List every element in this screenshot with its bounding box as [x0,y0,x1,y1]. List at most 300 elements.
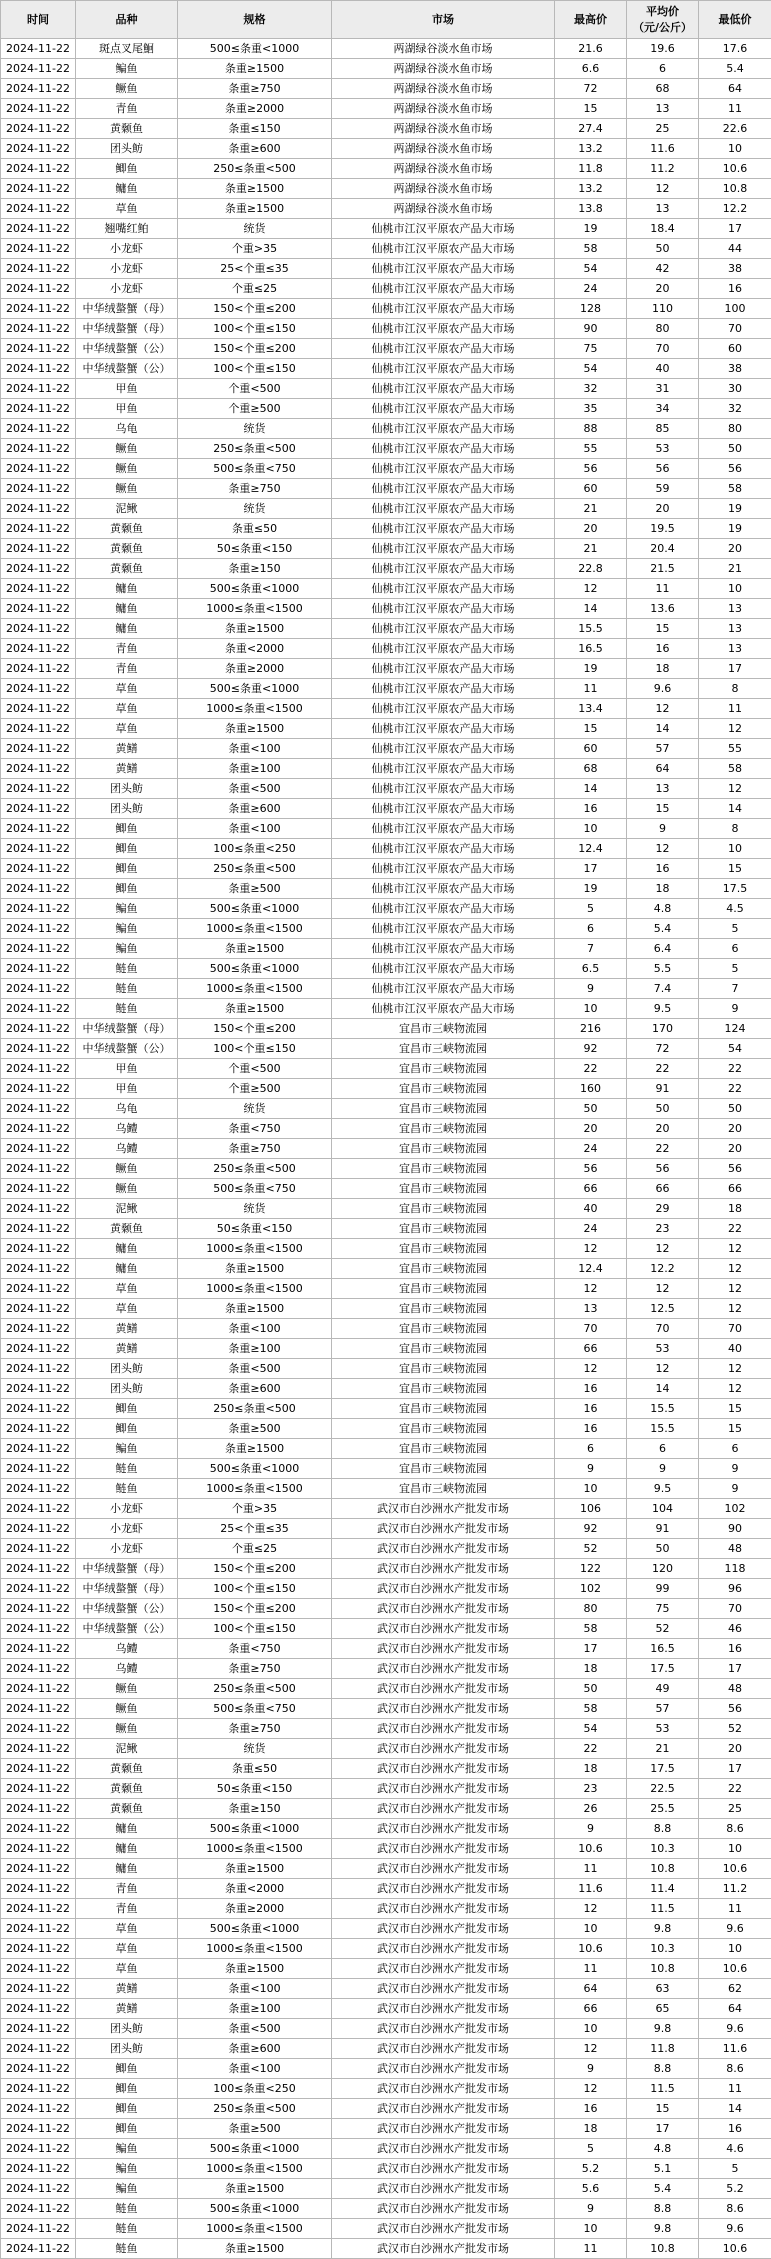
cell-variety: 草鱼 [76,199,178,219]
cell-market: 武汉市白沙洲水产批发市场 [332,1759,555,1779]
cell-variety: 鲢鱼 [76,2219,178,2239]
table-row [1,499,771,519]
cell-avg-price: 10.3 [627,1839,699,1859]
table-row [1,1999,771,2019]
cell-avg-price: 52 [627,1619,699,1639]
cell-avg-price: 50 [627,1539,699,1559]
cell-time: 2024-11-22 [1,1919,76,1939]
table-row [1,1019,771,1039]
cell-variety: 黄颡鱼 [76,1219,178,1239]
cell-min-price: 12 [699,1239,771,1259]
cell-spec: 条重≥1500 [178,1439,332,1459]
cell-spec: 条重≥150 [178,1799,332,1819]
cell-min-price: 9 [699,999,771,1019]
cell-variety: 中华绒螯蟹（公） [76,359,178,379]
table-row [1,699,771,719]
cell-max-price: 12.4 [555,839,627,859]
cell-spec: 条重≥1500 [178,2179,332,2199]
cell-min-price: 20 [699,1139,771,1159]
table-row [1,1859,771,1879]
table-row [1,759,771,779]
cell-market: 宜昌市三峡物流园 [332,1199,555,1219]
cell-max-price: 58 [555,1699,627,1719]
cell-market: 仙桃市江汉平原农产品大市场 [332,299,555,319]
cell-min-price: 22 [699,1779,771,1799]
cell-time: 2024-11-22 [1,319,76,339]
cell-spec: 个重≥500 [178,399,332,419]
cell-avg-price: 20 [627,1119,699,1139]
cell-variety: 黄颡鱼 [76,1759,178,1779]
cell-min-price: 12 [699,1379,771,1399]
table-row [1,659,771,679]
cell-time: 2024-11-22 [1,1019,76,1039]
cell-variety: 青鱼 [76,1899,178,1919]
cell-variety: 鲫鱼 [76,2119,178,2139]
cell-max-price: 12 [555,1359,627,1379]
cell-spec: 1000≤条重<1500 [178,2159,332,2179]
cell-spec: 250≤条重<500 [178,159,332,179]
cell-min-price: 12.2 [699,199,771,219]
cell-time: 2024-11-22 [1,439,76,459]
cell-market: 仙桃市江汉平原农产品大市场 [332,539,555,559]
cell-avg-price: 4.8 [627,899,699,919]
cell-avg-price: 19.5 [627,519,699,539]
cell-market: 仙桃市江汉平原农产品大市场 [332,519,555,539]
cell-time: 2024-11-22 [1,1679,76,1699]
cell-variety: 鳙鱼 [76,1259,178,1279]
cell-variety: 草鱼 [76,1279,178,1299]
cell-spec: 1000≤条重<1500 [178,1279,332,1299]
cell-time: 2024-11-22 [1,2119,76,2139]
cell-min-price: 50 [699,439,771,459]
cell-avg-price: 12 [627,839,699,859]
cell-min-price: 14 [699,2099,771,2119]
table-row [1,59,771,79]
cell-max-price: 56 [555,1159,627,1179]
cell-time: 2024-11-22 [1,1459,76,1479]
cell-spec: 1000≤条重<1500 [178,1239,332,1259]
cell-variety: 鲢鱼 [76,979,178,999]
cell-variety: 黄鳝 [76,1319,178,1339]
cell-variety: 鲢鱼 [76,1479,178,1499]
cell-variety: 乌鳢 [76,1639,178,1659]
cell-market: 武汉市白沙洲水产批发市场 [332,1499,555,1519]
table-row [1,439,771,459]
cell-max-price: 9 [555,1819,627,1839]
cell-avg-price: 11.6 [627,139,699,159]
table-row [1,119,771,139]
cell-max-price: 160 [555,1079,627,1099]
cell-spec: 条重≤50 [178,1759,332,1779]
cell-time: 2024-11-22 [1,2019,76,2039]
cell-max-price: 5 [555,2139,627,2159]
cell-max-price: 22 [555,1059,627,1079]
table-row [1,839,771,859]
cell-variety: 乌龟 [76,1099,178,1119]
cell-market: 宜昌市三峡物流园 [332,1279,555,1299]
table-row [1,1179,771,1199]
cell-variety: 鲫鱼 [76,819,178,839]
cell-variety: 鳙鱼 [76,1239,178,1259]
cell-max-price: 88 [555,419,627,439]
cell-avg-price: 49 [627,1679,699,1699]
cell-avg-price: 8.8 [627,2199,699,2219]
cell-market: 武汉市白沙洲水产批发市场 [332,1559,555,1579]
cell-spec: 条重≥1500 [178,619,332,639]
cell-time: 2024-11-22 [1,1899,76,1919]
cell-spec: 条重≥1500 [178,719,332,739]
cell-market: 仙桃市江汉平原农产品大市场 [332,359,555,379]
cell-variety: 鳜鱼 [76,1159,178,1179]
cell-spec: 250≤条重<500 [178,2099,332,2119]
cell-spec: 个重>35 [178,1499,332,1519]
cell-variety: 泥鳅 [76,1199,178,1219]
cell-max-price: 54 [555,1719,627,1739]
cell-avg-price: 110 [627,299,699,319]
cell-market: 武汉市白沙洲水产批发市场 [332,1719,555,1739]
cell-time: 2024-11-22 [1,1699,76,1719]
cell-variety: 鲫鱼 [76,159,178,179]
cell-spec: 1000≤条重<1500 [178,2219,332,2239]
cell-market: 仙桃市江汉平原农产品大市场 [332,999,555,1019]
cell-time: 2024-11-22 [1,619,76,639]
cell-market: 仙桃市江汉平原农产品大市场 [332,479,555,499]
table-row [1,1299,771,1319]
cell-time: 2024-11-22 [1,39,76,59]
cell-spec: 条重≥750 [178,1719,332,1739]
cell-max-price: 14 [555,599,627,619]
cell-market: 武汉市白沙洲水产批发市场 [332,1999,555,2019]
table-row [1,1699,771,1719]
cell-min-price: 4.6 [699,2139,771,2159]
cell-time: 2024-11-22 [1,339,76,359]
table-row [1,339,771,359]
cell-min-price: 4.5 [699,899,771,919]
cell-time: 2024-11-22 [1,119,76,139]
cell-avg-price: 16.5 [627,1639,699,1659]
table-row [1,1499,771,1519]
cell-spec: 条重≥1500 [178,1259,332,1279]
cell-avg-price: 16 [627,639,699,659]
cell-variety: 草鱼 [76,1959,178,1979]
table-row [1,2179,771,2199]
cell-min-price: 55 [699,739,771,759]
cell-max-price: 66 [555,1999,627,2019]
cell-min-price: 17 [699,659,771,679]
table-row [1,519,771,539]
cell-market: 武汉市白沙洲水产批发市场 [332,1799,555,1819]
cell-time: 2024-11-22 [1,1859,76,1879]
cell-max-price: 75 [555,339,627,359]
cell-market: 仙桃市江汉平原农产品大市场 [332,239,555,259]
table-row [1,979,771,999]
cell-time: 2024-11-22 [1,779,76,799]
table-row [1,1979,771,1999]
cell-avg-price: 22 [627,1139,699,1159]
cell-max-price: 5.6 [555,2179,627,2199]
cell-max-price: 12 [555,2079,627,2099]
cell-time: 2024-11-22 [1,1879,76,1899]
cell-min-price: 11.6 [699,2039,771,2059]
cell-avg-price: 75 [627,1599,699,1619]
cell-min-price: 25 [699,1799,771,1819]
table-row [1,1079,771,1099]
cell-min-price: 6 [699,939,771,959]
table-row [1,2019,771,2039]
table-row [1,1579,771,1599]
cell-spec: 1000≤条重<1500 [178,979,332,999]
table-row [1,599,771,619]
cell-spec: 条重≥600 [178,2039,332,2059]
cell-max-price: 9 [555,979,627,999]
cell-max-price: 102 [555,1579,627,1599]
cell-time: 2024-11-22 [1,1719,76,1739]
cell-market: 仙桃市江汉平原农产品大市场 [332,979,555,999]
cell-variety: 斑点叉尾鮰 [76,39,178,59]
cell-market: 武汉市白沙洲水产批发市场 [332,2019,555,2039]
cell-max-price: 13 [555,1299,627,1319]
cell-max-price: 60 [555,479,627,499]
cell-max-price: 66 [555,1339,627,1359]
cell-spec: 条重≥1500 [178,939,332,959]
cell-min-price: 11 [699,2079,771,2099]
cell-spec: 条重≥1500 [178,1859,332,1879]
cell-variety: 黄颡鱼 [76,1779,178,1799]
cell-variety: 团头鲂 [76,1379,178,1399]
cell-spec: 条重<2000 [178,639,332,659]
cell-time: 2024-11-22 [1,2199,76,2219]
table-row [1,319,771,339]
cell-min-price: 56 [699,459,771,479]
cell-max-price: 10 [555,819,627,839]
table-row [1,799,771,819]
cell-max-price: 56 [555,459,627,479]
cell-market: 仙桃市江汉平原农产品大市场 [332,559,555,579]
cell-variety: 鲫鱼 [76,859,178,879]
cell-min-price: 12 [699,719,771,739]
cell-spec: 500≤条重<1000 [178,1919,332,1939]
header-row [1,1,771,39]
cell-spec: 条重≥2000 [178,659,332,679]
cell-max-price: 52 [555,1539,627,1559]
cell-variety: 中华绒螯蟹（公） [76,339,178,359]
cell-max-price: 106 [555,1499,627,1519]
cell-spec: 条重≤50 [178,519,332,539]
cell-max-price: 26 [555,1799,627,1819]
cell-market: 武汉市白沙洲水产批发市场 [332,2059,555,2079]
table-row [1,1799,771,1819]
cell-min-price: 58 [699,759,771,779]
table-row [1,1679,771,1699]
table-row [1,2199,771,2219]
cell-avg-price: 104 [627,1499,699,1519]
cell-min-price: 17 [699,1759,771,1779]
cell-variety: 黄颡鱼 [76,539,178,559]
cell-max-price: 16 [555,1419,627,1439]
cell-min-price: 96 [699,1579,771,1599]
cell-time: 2024-11-22 [1,1839,76,1859]
table-row [1,239,771,259]
table-row [1,1459,771,1479]
cell-max-price: 13.2 [555,139,627,159]
cell-market: 武汉市白沙洲水产批发市场 [332,1739,555,1759]
cell-spec: 统货 [178,1199,332,1219]
cell-max-price: 6.5 [555,959,627,979]
cell-variety: 鳜鱼 [76,1679,178,1699]
cell-variety: 鳜鱼 [76,79,178,99]
cell-min-price: 17.6 [699,39,771,59]
cell-max-price: 13.8 [555,199,627,219]
cell-spec: 条重<100 [178,739,332,759]
table-row [1,859,771,879]
cell-min-price: 40 [699,1339,771,1359]
cell-time: 2024-11-22 [1,1779,76,1799]
cell-spec: 150<个重≤200 [178,299,332,319]
cell-spec: 150<个重≤200 [178,1559,332,1579]
cell-avg-price: 12 [627,1239,699,1259]
cell-time: 2024-11-22 [1,459,76,479]
cell-time: 2024-11-22 [1,1739,76,1759]
cell-spec: 100<个重≤150 [178,1619,332,1639]
cell-market: 仙桃市江汉平原农产品大市场 [332,599,555,619]
cell-max-price: 90 [555,319,627,339]
cell-time: 2024-11-22 [1,739,76,759]
table-row [1,2119,771,2139]
cell-avg-price: 15.5 [627,1419,699,1439]
cell-market: 宜昌市三峡物流园 [332,1319,555,1339]
cell-min-price: 16 [699,1639,771,1659]
cell-time: 2024-11-22 [1,1119,76,1139]
cell-avg-price: 12 [627,179,699,199]
cell-market: 武汉市白沙洲水产批发市场 [332,1679,555,1699]
cell-spec: 条重≥1500 [178,1959,332,1979]
cell-avg-price: 11.4 [627,1879,699,1899]
table-row [1,1439,771,1459]
table-row [1,1539,771,1559]
cell-avg-price: 22 [627,1059,699,1079]
cell-spec: 条重<100 [178,1319,332,1339]
cell-spec: 1000≤条重<1500 [178,1479,332,1499]
cell-avg-price: 10.8 [627,1859,699,1879]
cell-avg-price: 91 [627,1519,699,1539]
cell-variety: 中华绒螯蟹（公） [76,1599,178,1619]
cell-spec: 条重≥100 [178,759,332,779]
cell-time: 2024-11-22 [1,1499,76,1519]
cell-variety: 黄鳝 [76,1999,178,2019]
cell-avg-price: 11.8 [627,2039,699,2059]
cell-market: 宜昌市三峡物流园 [332,1039,555,1059]
cell-max-price: 216 [555,1019,627,1039]
cell-time: 2024-11-22 [1,499,76,519]
cell-min-price: 15 [699,1419,771,1439]
cell-time: 2024-11-22 [1,1599,76,1619]
cell-time: 2024-11-22 [1,179,76,199]
cell-avg-price: 9.8 [627,2019,699,2039]
cell-avg-price: 12.2 [627,1259,699,1279]
cell-spec: 50≤条重<150 [178,539,332,559]
cell-market: 仙桃市江汉平原农产品大市场 [332,279,555,299]
cell-spec: 250≤条重<500 [178,1679,332,1699]
cell-market: 仙桃市江汉平原农产品大市场 [332,439,555,459]
cell-max-price: 9 [555,2059,627,2079]
cell-avg-price: 65 [627,1999,699,2019]
cell-avg-price: 56 [627,1159,699,1179]
cell-variety: 鳙鱼 [76,179,178,199]
cell-variety: 鳙鱼 [76,1859,178,1879]
cell-min-price: 38 [699,259,771,279]
cell-market: 宜昌市三峡物流园 [332,1219,555,1239]
cell-min-price: 46 [699,1619,771,1639]
table-row [1,719,771,739]
cell-variety: 草鱼 [76,699,178,719]
cell-spec: 条重<500 [178,779,332,799]
cell-avg-price: 15 [627,619,699,639]
cell-max-price: 27.4 [555,119,627,139]
cell-variety: 中华绒螯蟹（母） [76,1559,178,1579]
table-row [1,939,771,959]
cell-max-price: 6.6 [555,59,627,79]
cell-market: 仙桃市江汉平原农产品大市场 [332,619,555,639]
cell-spec: 条重≥150 [178,559,332,579]
cell-avg-price: 5.4 [627,919,699,939]
cell-min-price: 5.2 [699,2179,771,2199]
cell-min-price: 70 [699,1599,771,1619]
cell-market: 两湖绿谷淡水鱼市场 [332,79,555,99]
cell-avg-price: 9.6 [627,679,699,699]
cell-spec: 统货 [178,499,332,519]
cell-max-price: 14 [555,779,627,799]
cell-max-price: 22.8 [555,559,627,579]
cell-min-price: 102 [699,1499,771,1519]
table-row [1,1159,771,1179]
cell-spec: 500≤条重<1000 [178,2199,332,2219]
cell-max-price: 6 [555,1439,627,1459]
table-row [1,1739,771,1759]
cell-max-price: 92 [555,1039,627,1059]
cell-min-price: 48 [699,1679,771,1699]
cell-spec: 50≤条重<150 [178,1219,332,1239]
cell-market: 两湖绿谷淡水鱼市场 [332,119,555,139]
table-row [1,619,771,639]
cell-min-price: 8.6 [699,1819,771,1839]
cell-min-price: 5.4 [699,59,771,79]
cell-time: 2024-11-22 [1,1479,76,1499]
cell-avg-price: 20 [627,279,699,299]
cell-spec: 个重≤25 [178,1539,332,1559]
cell-avg-price: 12 [627,1279,699,1299]
cell-market: 武汉市白沙洲水产批发市场 [332,1579,555,1599]
cell-min-price: 5 [699,2159,771,2179]
cell-variety: 青鱼 [76,99,178,119]
cell-market: 仙桃市江汉平原农产品大市场 [332,819,555,839]
cell-avg-price: 15.5 [627,1399,699,1419]
cell-variety: 鲫鱼 [76,1419,178,1439]
cell-avg-price: 42 [627,259,699,279]
cell-time: 2024-11-22 [1,79,76,99]
table-row [1,1619,771,1639]
cell-time: 2024-11-22 [1,1439,76,1459]
cell-max-price: 68 [555,759,627,779]
cell-min-price: 52 [699,1719,771,1739]
cell-avg-price: 9.8 [627,1919,699,1939]
cell-market: 仙桃市江汉平原农产品大市场 [332,659,555,679]
header-time: 时间 [1,1,76,39]
cell-max-price: 64 [555,1979,627,1999]
cell-time: 2024-11-22 [1,1339,76,1359]
cell-max-price: 50 [555,1099,627,1119]
header-variety: 品种 [76,1,178,39]
table-row [1,359,771,379]
